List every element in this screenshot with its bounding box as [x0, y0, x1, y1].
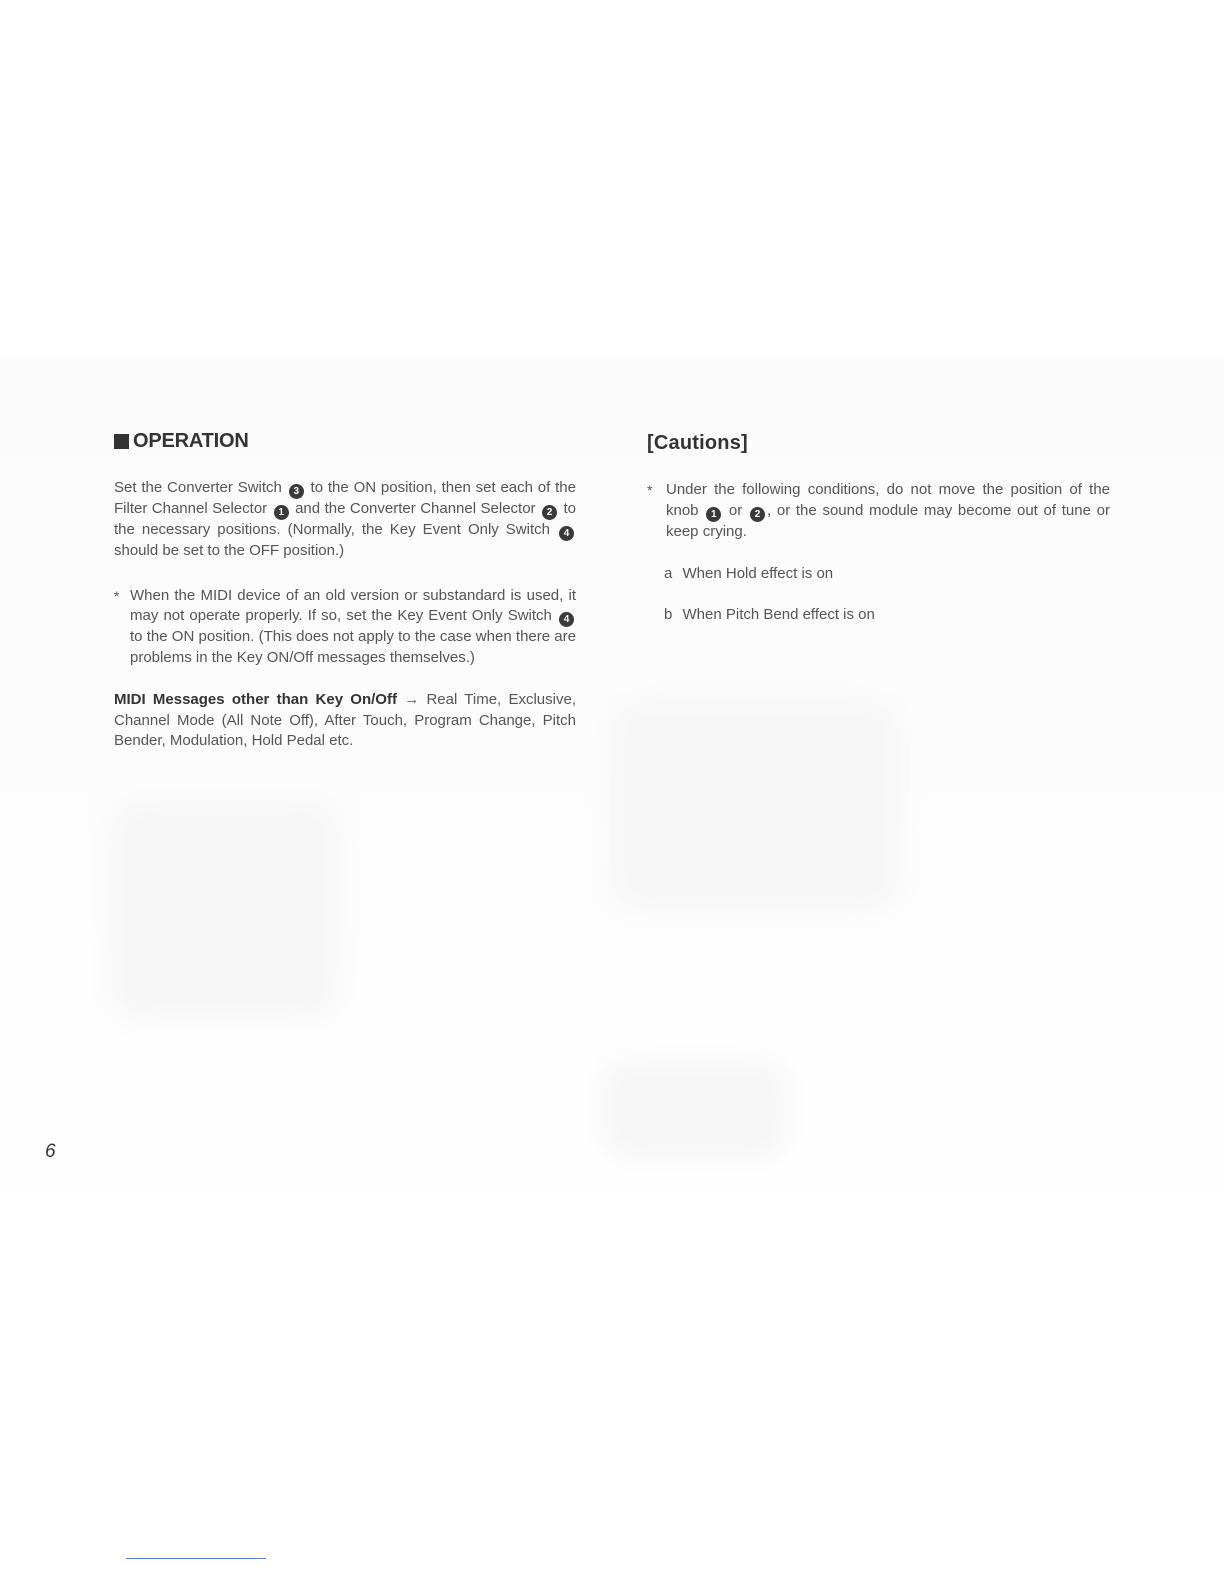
scan-smudge: [610, 700, 900, 910]
scan-smudge: [110, 800, 340, 1020]
circled-number-1-icon: 1: [274, 505, 289, 520]
midi-messages-list: Real Time, Exclusive, Channel Mode (All Note Off), After Touch, Program Change, Pitch Bender, Modulation, Hold Pedal etc.: [114, 691, 576, 749]
circled-number-2-icon: 2: [542, 505, 557, 520]
operation-column: [114, 430, 576, 752]
list-item-text: When Hold effect is on: [682, 565, 834, 582]
list-item: [664, 605, 1110, 625]
cautions-note-text: Under the following conditions, do not move the position of the knob 1 or 2 , or the sound module may become out of tune or keep crying.: [666, 481, 1110, 540]
circled-number-2-icon: 2: [750, 507, 765, 522]
asterisk-marker: *: [114, 587, 120, 604]
operation-heading: [114, 430, 576, 453]
circled-number-4-icon: 4: [559, 526, 574, 541]
circled-number-3-icon: 3: [289, 484, 304, 499]
operation-note-text: When the MIDI device of an old version or substandard is used, it may not operate properly. If so, set the Key Event Only Switch 4 to the ON position. (This does not apply to the case when there are problems in the Key ON/Off messages themselves.): [130, 586, 576, 666]
list-item-letter: a: [664, 565, 673, 582]
list-item: [664, 564, 1110, 584]
caution-conditions-list: [647, 564, 1110, 625]
midi-messages-lead: MIDI Messages other than Key On/Off: [114, 691, 397, 708]
circled-number-4-icon: 4: [559, 612, 574, 627]
square-bullet-icon: [114, 434, 129, 449]
footnote-rule: [126, 1558, 266, 1559]
midi-messages-paragraph: [114, 690, 576, 752]
list-item-letter: b: [664, 606, 673, 623]
cautions-column: [647, 432, 1110, 646]
cautions-heading: [Cautions]: [647, 432, 748, 454]
operation-paragraph: Set the Converter Switch 3 to the ON position, then set each of the Filter Channel Selector 1 and the Converter Channel Selector 2 to the necessary positions. (Normally, the Key Event Only Switch 4 should be set to the OFF position.): [114, 479, 576, 559]
operation-note: [114, 586, 576, 669]
arrow-icon: →: [404, 691, 420, 708]
list-item-text: When Pitch Bend effect is on: [682, 606, 875, 623]
asterisk-marker: *: [647, 482, 653, 498]
operation-heading-text: OPERATION: [133, 430, 249, 452]
circled-number-1-icon: 1: [706, 507, 721, 522]
page-number: 6: [45, 1141, 56, 1162]
scan-smudge: [600, 1060, 790, 1160]
cautions-note: [647, 480, 1110, 542]
